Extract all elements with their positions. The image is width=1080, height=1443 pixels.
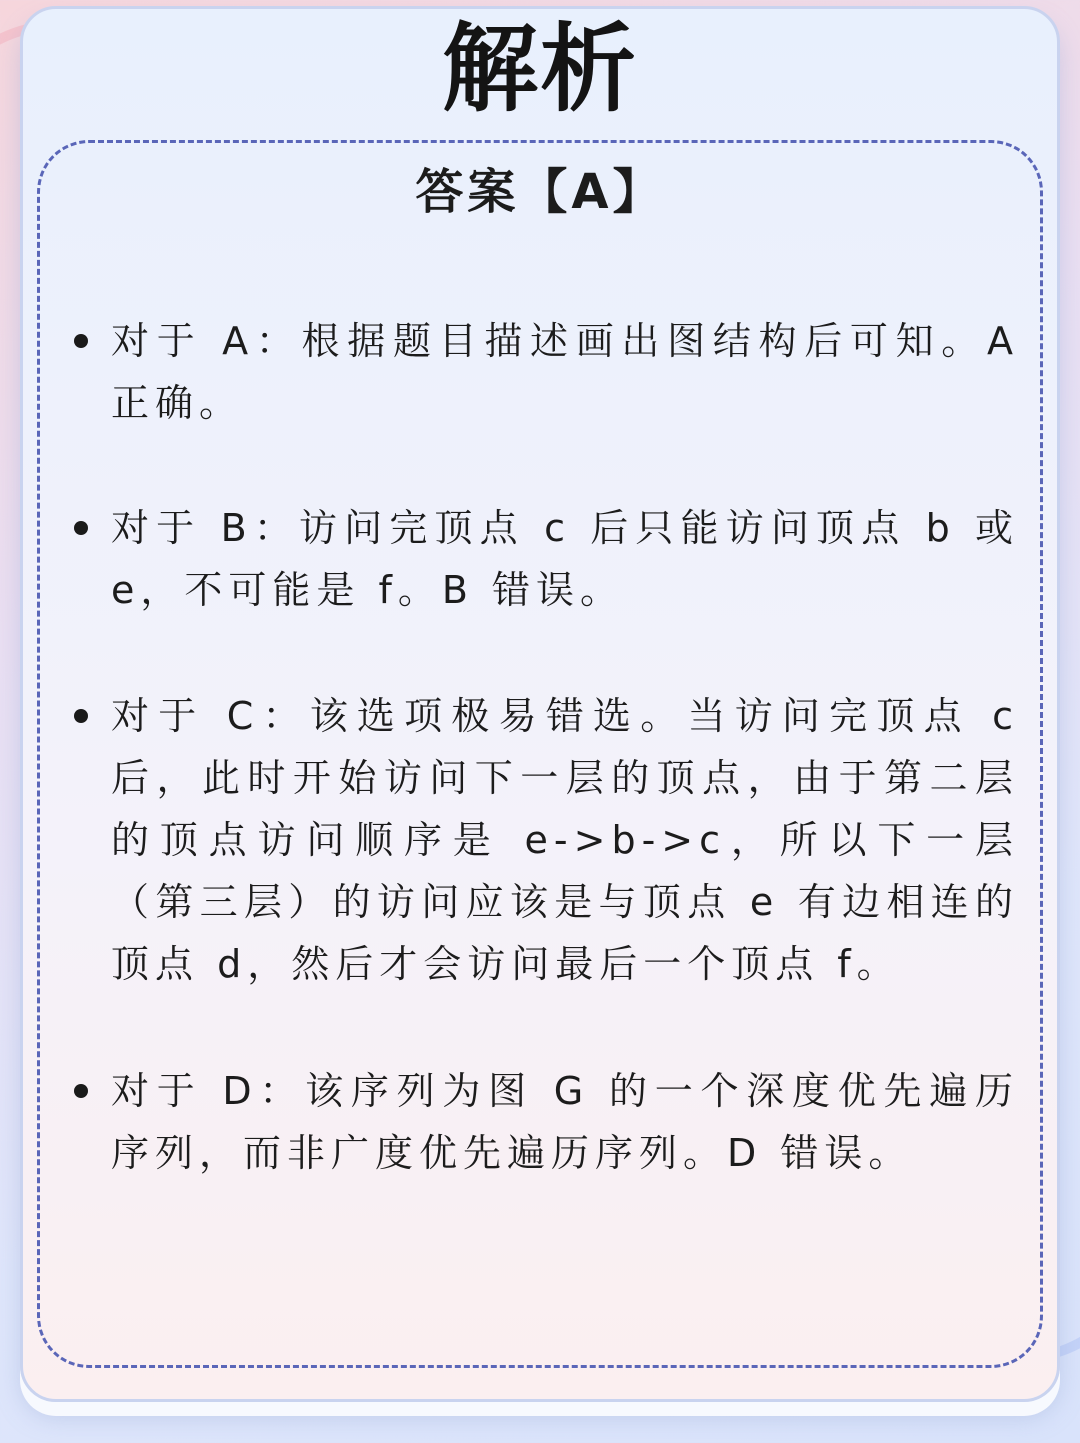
explanation-item-a: 对于 A：根据题目描述画出图结构后可知。A 正确。 (111, 319, 1019, 425)
explanation-item-c: 对于 C：该选项极易错选。当访问完顶点 c 后，此时开始访问下一层的顶点，由于第二层的顶点访问顺序是 e->b->c，所以下一层（第三层）的访问应该是与顶点 e 有边相连的顶点 d，然后才会访问最后一个顶点 f。 (111, 694, 1019, 986)
bullet-dot (74, 709, 88, 723)
explanation-item-b: 对于 B：访问完顶点 c 后只能访问顶点 b 或 e，不可能是 f。B 错误。 (111, 506, 1019, 612)
bullet-dot (74, 521, 88, 535)
explanation-item-d: 对于 D：该序列为图 G 的一个深度优先遍历序列，而非广度优先遍历序列。D 错误。 (111, 1069, 1019, 1175)
answer-heading: 答案【A】 (415, 164, 665, 220)
bullet-dot (74, 334, 88, 348)
page-title: 解析 (442, 13, 638, 125)
bullet-dot (74, 1084, 88, 1098)
